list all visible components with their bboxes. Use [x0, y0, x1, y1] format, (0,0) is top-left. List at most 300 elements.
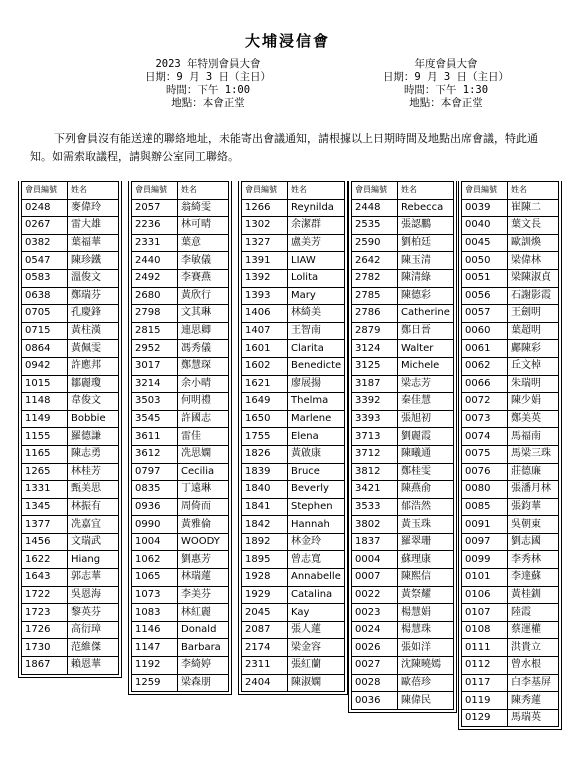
table-row	[22, 322, 119, 340]
member-name: 羅翠珊	[398, 533, 454, 551]
table-row	[352, 569, 454, 587]
table-row	[462, 305, 559, 323]
table-row	[242, 305, 345, 323]
member-name: 黃雅倫	[178, 516, 229, 534]
header-name: 姓名	[178, 182, 229, 200]
member-name: 葉超明	[508, 322, 559, 340]
member-id: 0023	[352, 604, 398, 622]
member-name: Stephen	[288, 498, 345, 516]
table-row	[132, 604, 229, 622]
member-table-1	[21, 181, 119, 675]
table-row	[132, 569, 229, 587]
member-id: 0107	[462, 604, 508, 622]
member-name: 張人蓮	[288, 621, 345, 639]
meeting-time: 時間：下午 1:30	[403, 84, 489, 96]
member-name: 何明禮	[178, 393, 229, 411]
member-name: Reynilda	[288, 199, 345, 217]
table-row	[352, 639, 454, 657]
table-row	[462, 481, 559, 499]
header-member-id: 會員編號	[462, 182, 508, 200]
member-id: 0074	[462, 428, 508, 446]
member-id: 1837	[352, 533, 398, 551]
table-row	[132, 357, 229, 375]
member-id: 1730	[22, 639, 68, 657]
member-id: 3017	[132, 357, 178, 375]
table-row	[22, 234, 119, 252]
member-id: 2786	[352, 305, 398, 323]
header-member-id: 會員編號	[132, 182, 178, 200]
table-row	[352, 551, 454, 569]
member-name: Walter	[398, 340, 454, 358]
table-row	[22, 357, 119, 375]
member-id: 1065	[132, 569, 178, 587]
member-name: Hannah	[288, 516, 345, 534]
table-row	[352, 305, 454, 323]
member-id: 1867	[22, 657, 68, 675]
member-id: 3187	[352, 375, 398, 393]
table-row	[242, 569, 345, 587]
member-name: 黃啟康	[288, 445, 345, 463]
member-name: 陳玉清	[398, 252, 454, 270]
member-id: 0091	[462, 516, 508, 534]
table-row	[22, 516, 119, 534]
table-row	[352, 604, 454, 622]
meeting-date: 日期：9 月 3 日（主日）	[382, 71, 510, 83]
member-name: 陳志勇	[68, 445, 119, 463]
meeting-name: 2023 年特別會員大會	[155, 58, 261, 70]
table-row	[22, 445, 119, 463]
member-name: LIAW	[288, 252, 345, 270]
member-name: 鄭慧琛	[178, 357, 229, 375]
member-name: 朱瑞明	[508, 375, 559, 393]
member-name: Mary	[288, 287, 345, 305]
member-id: 0022	[352, 586, 398, 604]
member-name: Lolita	[288, 269, 345, 287]
member-id: 0112	[462, 657, 508, 675]
member-name: 蔡運權	[508, 621, 559, 639]
member-id: 1840	[242, 481, 288, 499]
table-row	[22, 463, 119, 481]
member-id: 1331	[22, 481, 68, 499]
member-id: 1377	[22, 516, 68, 534]
table-row	[462, 410, 559, 428]
member-name: 莊德廉	[508, 463, 559, 481]
table-row	[22, 498, 119, 516]
table-row	[22, 657, 119, 675]
member-name: 丁遠琳	[178, 481, 229, 499]
member-id: 1062	[132, 551, 178, 569]
member-name: 張認鵬	[398, 217, 454, 235]
member-id: 0705	[22, 305, 68, 323]
member-name: 李敏儀	[178, 252, 229, 270]
member-id: 0097	[462, 533, 508, 551]
table-row	[242, 551, 345, 569]
member-name: 許國志	[178, 410, 229, 428]
member-id: 1147	[132, 639, 178, 657]
table-row	[242, 322, 345, 340]
member-name: 許應邦	[68, 357, 119, 375]
table-row	[22, 586, 119, 604]
member-name: 郭志華	[68, 569, 119, 587]
member-name: 鄒麗瓊	[68, 375, 119, 393]
member-name: 冼思嫻	[178, 445, 229, 463]
meeting-date: 日期：9 月 3 日（主日）	[144, 71, 272, 83]
member-name: 黃佩雯	[68, 340, 119, 358]
member-name: 馬福南	[508, 428, 559, 446]
member-id: 3393	[352, 410, 398, 428]
table-row	[132, 340, 229, 358]
member-name: 王智南	[288, 322, 345, 340]
table-row	[132, 322, 229, 340]
member-id: 0050	[462, 252, 508, 270]
table-row	[242, 393, 345, 411]
member-id: 1841	[242, 498, 288, 516]
table-row	[352, 428, 454, 446]
member-id: 2785	[352, 287, 398, 305]
member-name: 翁綺雯	[178, 199, 229, 217]
table-row	[132, 516, 229, 534]
table-row	[462, 234, 559, 252]
member-id: 1345	[22, 498, 68, 516]
table-row	[242, 428, 345, 446]
member-id: 2590	[352, 234, 398, 252]
member-name: 馬瑞英	[508, 709, 559, 727]
member-name: 張紅蘭	[288, 657, 345, 675]
member-name: 曾水根	[508, 657, 559, 675]
table-row	[462, 551, 559, 569]
member-id: 2815	[132, 322, 178, 340]
table-row	[462, 639, 559, 657]
table-row	[22, 305, 119, 323]
member-id: 1392	[242, 269, 288, 287]
table-row	[352, 287, 454, 305]
table-header-row	[242, 182, 345, 200]
member-id: 2174	[242, 639, 288, 657]
member-id: 1929	[242, 586, 288, 604]
header-name: 姓名	[68, 182, 119, 200]
member-name: 劉柏廷	[398, 234, 454, 252]
table-row	[132, 199, 229, 217]
member-id: 3545	[132, 410, 178, 428]
table-row	[22, 551, 119, 569]
member-name: 梁金容	[288, 639, 345, 657]
member-name: 洪貴立	[508, 639, 559, 657]
table-row	[22, 533, 119, 551]
member-name: 白李基屏	[508, 674, 559, 692]
member-name: 梁森朋	[178, 674, 229, 692]
member-name: Elena	[288, 428, 345, 446]
member-id: 1391	[242, 252, 288, 270]
table-row	[132, 621, 229, 639]
member-id: 2404	[242, 674, 288, 692]
member-id: 1004	[132, 533, 178, 551]
member-name: 王劍明	[508, 305, 559, 323]
member-name: 陳燕俞	[398, 481, 454, 499]
member-id: 3503	[132, 393, 178, 411]
member-name: 范維傑	[68, 639, 119, 657]
table-row	[132, 586, 229, 604]
member-name: 甄美思	[68, 481, 119, 499]
member-id: 1165	[22, 445, 68, 463]
member-name: 文其琳	[178, 305, 229, 323]
member-id: 1601	[242, 340, 288, 358]
member-id: 0061	[462, 340, 508, 358]
table-row	[352, 445, 454, 463]
member-id: 1726	[22, 621, 68, 639]
table-row	[242, 410, 345, 428]
member-id: 3125	[352, 357, 398, 375]
member-id: 0036	[352, 692, 398, 710]
member-id: 0547	[22, 252, 68, 270]
member-name: 劉志國	[508, 533, 559, 551]
member-name: 劉惠芳	[178, 551, 229, 569]
member-id: 0004	[352, 551, 398, 569]
member-name: Bruce	[288, 463, 345, 481]
member-id: 0073	[462, 410, 508, 428]
member-name: 李綺婷	[178, 657, 229, 675]
table-row	[242, 481, 345, 499]
table-row	[22, 428, 119, 446]
table-header-row	[22, 182, 119, 200]
member-id: 1643	[22, 569, 68, 587]
table-row	[462, 569, 559, 587]
member-name: 陸霞	[508, 604, 559, 622]
member-name: 歐蓓珍	[398, 674, 454, 692]
member-table-3	[241, 181, 345, 692]
table-row	[242, 463, 345, 481]
member-name: Thelma	[288, 393, 345, 411]
table-row	[22, 410, 119, 428]
member-id: 3214	[132, 375, 178, 393]
member-id: 0638	[22, 287, 68, 305]
member-name: 梁偉林	[508, 252, 559, 270]
member-name: 楊慧珠	[398, 621, 454, 639]
member-id: 0108	[462, 621, 508, 639]
member-id: 3713	[352, 428, 398, 446]
member-id: 0101	[462, 569, 508, 587]
member-name: Kay	[288, 604, 345, 622]
member-id: 0583	[22, 269, 68, 287]
member-id: 1265	[22, 463, 68, 481]
member-id: 0267	[22, 217, 68, 235]
member-name: 高衍璋	[68, 621, 119, 639]
member-name: 羅德謙	[68, 428, 119, 446]
member-name: 黃欣行	[178, 287, 229, 305]
table-row	[132, 217, 229, 235]
member-id: 1393	[242, 287, 288, 305]
member-name: 黃桂釧	[508, 586, 559, 604]
member-name: 林桂芳	[68, 463, 119, 481]
member-id: 0039	[462, 199, 508, 217]
member-name: Bobbie	[68, 410, 119, 428]
member-id: 0024	[352, 621, 398, 639]
member-id: 1148	[22, 393, 68, 411]
table-row	[242, 340, 345, 358]
member-id: 1723	[22, 604, 68, 622]
member-id: 0007	[352, 569, 398, 587]
member-id: 1892	[242, 533, 288, 551]
table-row	[352, 269, 454, 287]
member-name: 林綺美	[288, 305, 345, 323]
table-row	[242, 498, 345, 516]
member-name: 劉麗霞	[398, 428, 454, 446]
table-row	[352, 586, 454, 604]
table-row	[462, 322, 559, 340]
member-name: 張潘月林	[508, 481, 559, 499]
member-name: 黃祭耀	[398, 586, 454, 604]
table-row	[22, 287, 119, 305]
member-id: 0045	[462, 234, 508, 252]
table-row	[352, 674, 454, 692]
table-row	[132, 287, 229, 305]
member-name: Rebecca	[398, 199, 454, 217]
member-name: 陳德彩	[398, 287, 454, 305]
table-row	[132, 393, 229, 411]
member-name: 吳恩海	[68, 586, 119, 604]
table-row	[132, 498, 229, 516]
table-row	[132, 375, 229, 393]
table-row	[352, 357, 454, 375]
member-id: 0099	[462, 551, 508, 569]
table-row	[22, 340, 119, 358]
member-id: 1928	[242, 569, 288, 587]
table-row	[462, 709, 559, 727]
table-row	[242, 445, 345, 463]
table-row	[242, 621, 345, 639]
header-member-id: 會員編號	[242, 182, 288, 200]
member-id: 0026	[352, 639, 398, 657]
table-row	[352, 217, 454, 235]
table-row	[462, 692, 559, 710]
member-id: 2782	[352, 269, 398, 287]
member-id: 1073	[132, 586, 178, 604]
member-name: 溫俊文	[68, 269, 119, 287]
table-row	[22, 269, 119, 287]
member-id: 0942	[22, 357, 68, 375]
table-row	[352, 322, 454, 340]
member-name: 沈陳曉嫣	[398, 657, 454, 675]
member-name: 張旭初	[398, 410, 454, 428]
member-id: 1895	[242, 551, 288, 569]
page-title: 大埔浸信會	[244, 32, 330, 50]
table-row	[462, 621, 559, 639]
member-id: 2440	[132, 252, 178, 270]
table-row	[242, 375, 345, 393]
member-id: 2879	[352, 322, 398, 340]
table-row	[22, 199, 119, 217]
table-row	[352, 621, 454, 639]
table-row	[462, 217, 559, 235]
table-row	[22, 217, 119, 235]
member-name: 張如洋	[398, 639, 454, 657]
table-row	[132, 674, 229, 692]
table-row	[242, 234, 345, 252]
member-name: 文瑞武	[68, 533, 119, 551]
member-table-5	[461, 181, 559, 727]
member-id: 1407	[242, 322, 288, 340]
member-id: 2492	[132, 269, 178, 287]
member-table-2	[131, 181, 229, 692]
meeting-place: 地點：本會正堂	[409, 97, 483, 109]
member-id: 1826	[242, 445, 288, 463]
member-name: Clarita	[288, 340, 345, 358]
table-row	[132, 269, 229, 287]
table-row	[352, 410, 454, 428]
member-name: 歐訓煥	[508, 234, 559, 252]
member-name: 陳熙信	[398, 569, 454, 587]
table-row	[352, 393, 454, 411]
member-id: 1456	[22, 533, 68, 551]
member-name: 麥偉玲	[68, 199, 119, 217]
table-row	[462, 357, 559, 375]
table-row	[462, 516, 559, 534]
member-name: 林振有	[68, 498, 119, 516]
member-name: 石謝影霞	[508, 287, 559, 305]
member-id: 3712	[352, 445, 398, 463]
member-id: 0075	[462, 445, 508, 463]
table-row	[22, 569, 119, 587]
member-name: Marlene	[288, 410, 345, 428]
member-id: 3533	[352, 498, 398, 516]
member-name: 秦佳慧	[398, 393, 454, 411]
member-id: 1406	[242, 305, 288, 323]
table-row	[242, 357, 345, 375]
member-name: 梁陳淑貞	[508, 269, 559, 287]
table-row	[242, 657, 345, 675]
table-row	[22, 393, 119, 411]
member-name: 林可晴	[178, 217, 229, 235]
member-id: 3392	[352, 393, 398, 411]
member-name: 陳偉民	[398, 692, 454, 710]
table-row	[22, 252, 119, 270]
member-name: 李達蘇	[508, 569, 559, 587]
table-row	[462, 533, 559, 551]
member-id: 1649	[242, 393, 288, 411]
table-row	[242, 516, 345, 534]
member-id: 2952	[132, 340, 178, 358]
table-row	[132, 428, 229, 446]
member-id: 1839	[242, 463, 288, 481]
member-name: 連思卿	[178, 322, 229, 340]
member-id: 0051	[462, 269, 508, 287]
member-name: 鄺陳彩	[508, 340, 559, 358]
member-name: 郁浩然	[398, 498, 454, 516]
table-row	[352, 692, 454, 710]
table-row	[132, 445, 229, 463]
table-row	[462, 428, 559, 446]
member-id: 2448	[352, 199, 398, 217]
member-id: 0080	[462, 481, 508, 499]
member-id: 0085	[462, 498, 508, 516]
member-name: Cecilia	[178, 463, 229, 481]
member-name: 韋俊文	[68, 393, 119, 411]
member-name: 黎英芬	[68, 604, 119, 622]
member-id: 3812	[352, 463, 398, 481]
table-row	[462, 674, 559, 692]
member-id: 1621	[242, 375, 288, 393]
member-id: 2680	[132, 287, 178, 305]
header-name: 姓名	[508, 182, 559, 200]
table-row	[462, 252, 559, 270]
table-row	[462, 269, 559, 287]
member-id: 3611	[132, 428, 178, 446]
member-id: 1259	[132, 674, 178, 692]
member-id: 2331	[132, 234, 178, 252]
member-name: 廖展揚	[288, 375, 345, 393]
member-name: Catherine	[398, 305, 454, 323]
member-id: 2057	[132, 199, 178, 217]
member-name: 余潔群	[288, 217, 345, 235]
